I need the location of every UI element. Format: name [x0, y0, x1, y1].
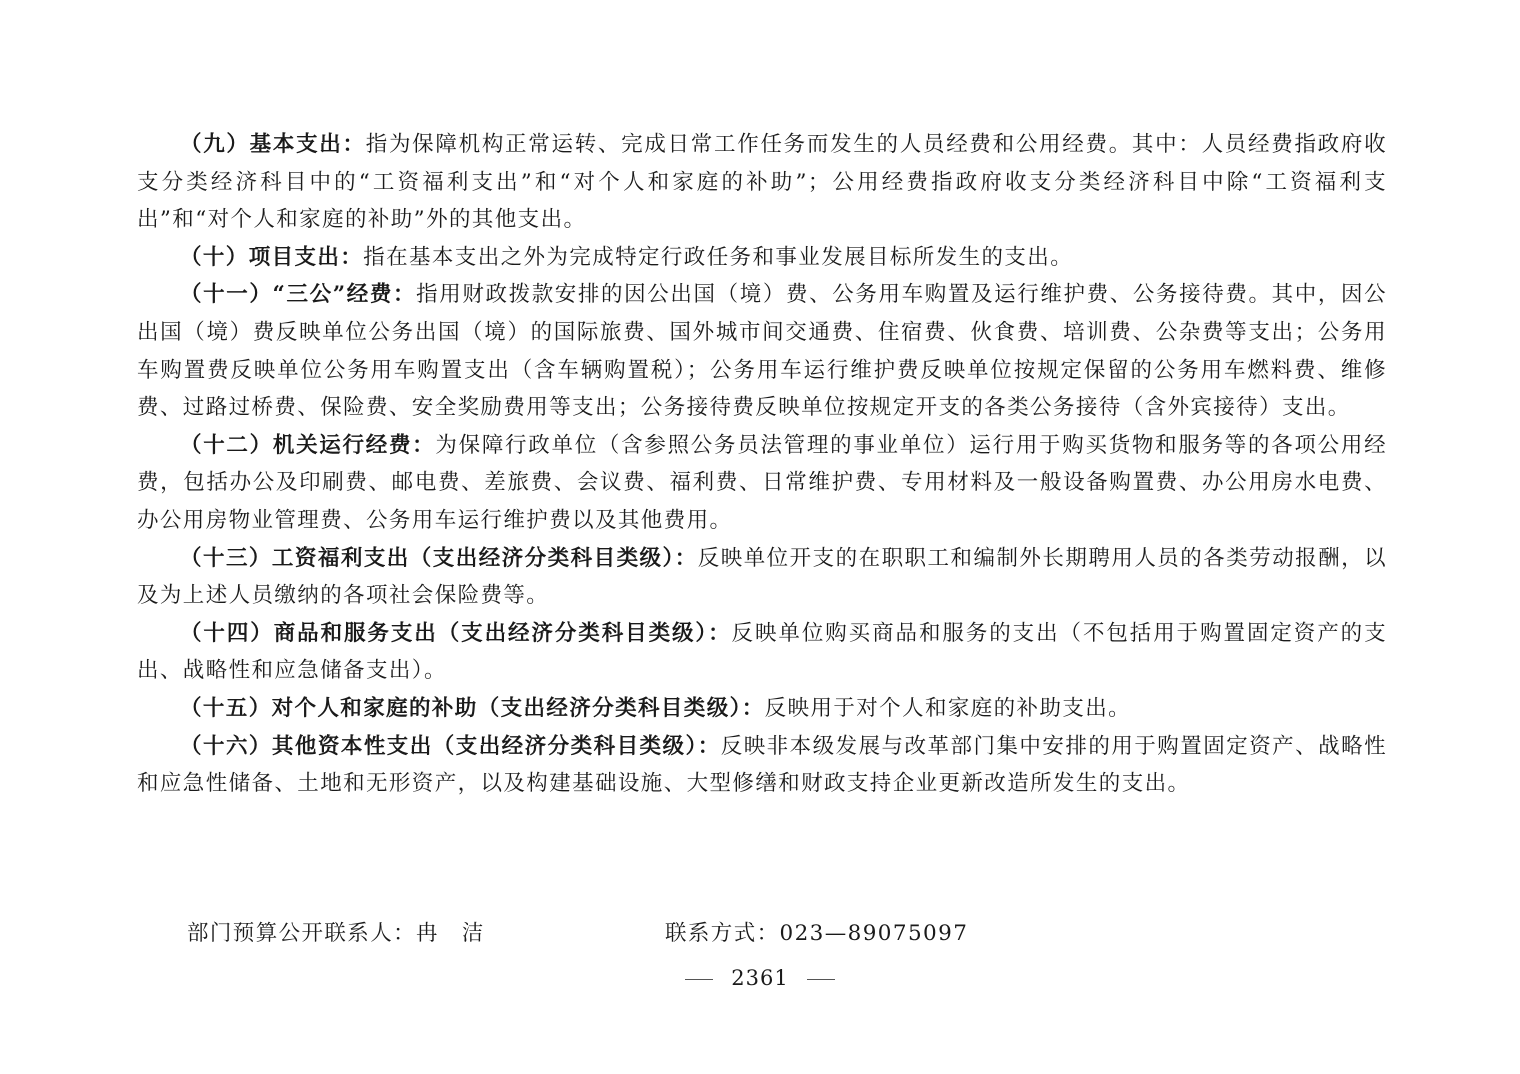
- term-definition: 指在基本支出之外为完成特定行政任务和事业发展目标所发生的支出。: [363, 244, 1074, 270]
- paragraph-household-subsidy: [137, 690, 1387, 728]
- term-definition: 反映单位开支的在职职工和编制外长期聘用人员的各类劳动报酬，以及为上述人员缴纳的各项社会保险费等。: [137, 545, 1388, 609]
- contact-line: [187, 916, 969, 947]
- term-heading: （十）项目支出：: [180, 244, 364, 270]
- term-heading: （十六）其他资本性支出（支出经济分类科目类级）：: [180, 733, 721, 759]
- term-heading: （十五）对个人和家庭的补助（支出经济分类科目类级）：: [180, 695, 765, 721]
- contact-person: 部门预算公开联系人：冉 洁: [187, 921, 485, 946]
- page-footer: [0, 966, 1520, 990]
- paragraph-three-public-funds: [137, 276, 1387, 426]
- document-body: [137, 126, 1387, 803]
- term-definition: 指用财政拨款安排的因公出国（境）费、公务用车购置及运行维护费、公务接待费。其中，因公出国（境）费反映单位公务出国（境）的国际旅费、国外城市间交通费、住宿费、伙食费、培训费、公杂费等支出；公务用车购置费反映单位公务用车购置支出（含车辆购置税）；公务用车运行维护费反映单位按规定保留的公务用车燃料费、维修费、过路过桥费、保险费、安全奖励费用等支出；公务接待费反映单位按规定开支的各类公务接待（含外宾接待）支出。: [137, 282, 1387, 421]
- page-number: 2361: [731, 966, 789, 990]
- footer-dash-right: [807, 979, 835, 980]
- term-heading: （十一）“三公”经费：: [180, 282, 417, 308]
- term-heading: （十四）商品和服务支出（支出经济分类科目类级）：: [180, 620, 732, 646]
- paragraph-project-expenditure: [137, 239, 1387, 277]
- term-definition: 反映单位购买商品和服务的支出（不包括用于购置固定资产的支出、战略性和应急储备支出）。: [137, 620, 1387, 684]
- contact-method: 联系方式：023—89075097: [665, 921, 969, 946]
- term-definition: 为保障行政单位（含参照公务员法管理的事业单位）运行用于购买货物和服务等的各项公用经费，包括办公及印刷费、邮电费、差旅费、会议费、福利费、日常维护费、专用材料及一般设备购置费、办公用房水电费、办公用房物业管理费、公务用车运行维护费以及其他费用。: [137, 432, 1388, 533]
- term-heading: （十二）机关运行经费：: [180, 432, 436, 458]
- term-definition: 指为保障机构正常运转、完成日常工作任务而发生的人员经费和公用经费。其中：人员经费指政府收支分类经济科目中的“工资福利支出”和“对个人和家庭的补助”；公用经费指政府收支分类经济科目中除“工资福利支出”和“对个人和家庭的补助”外的其他支出。: [137, 132, 1388, 233]
- term-heading: （十三）工资福利支出（支出经济分类科目类级）：: [180, 545, 698, 571]
- paragraph-operating-funds: [137, 427, 1387, 540]
- term-definition: 反映用于对个人和家庭的补助支出。: [764, 695, 1132, 721]
- paragraph-goods-services: [137, 615, 1387, 690]
- paragraph-salary-welfare: [137, 540, 1387, 615]
- term-heading: （九）基本支出：: [180, 132, 366, 157]
- term-definition: 反映非本级发展与改革部门集中安排的用于购置固定资产、战略性和应急性储备、土地和无形资产，以及构建基础设施、大型修缮和财政支持企业更新改造所发生的支出。: [137, 733, 1387, 797]
- footer-dash-left: [685, 979, 713, 980]
- paragraph-other-capital: [137, 728, 1387, 803]
- paragraph-basic-expenditure: [137, 126, 1387, 239]
